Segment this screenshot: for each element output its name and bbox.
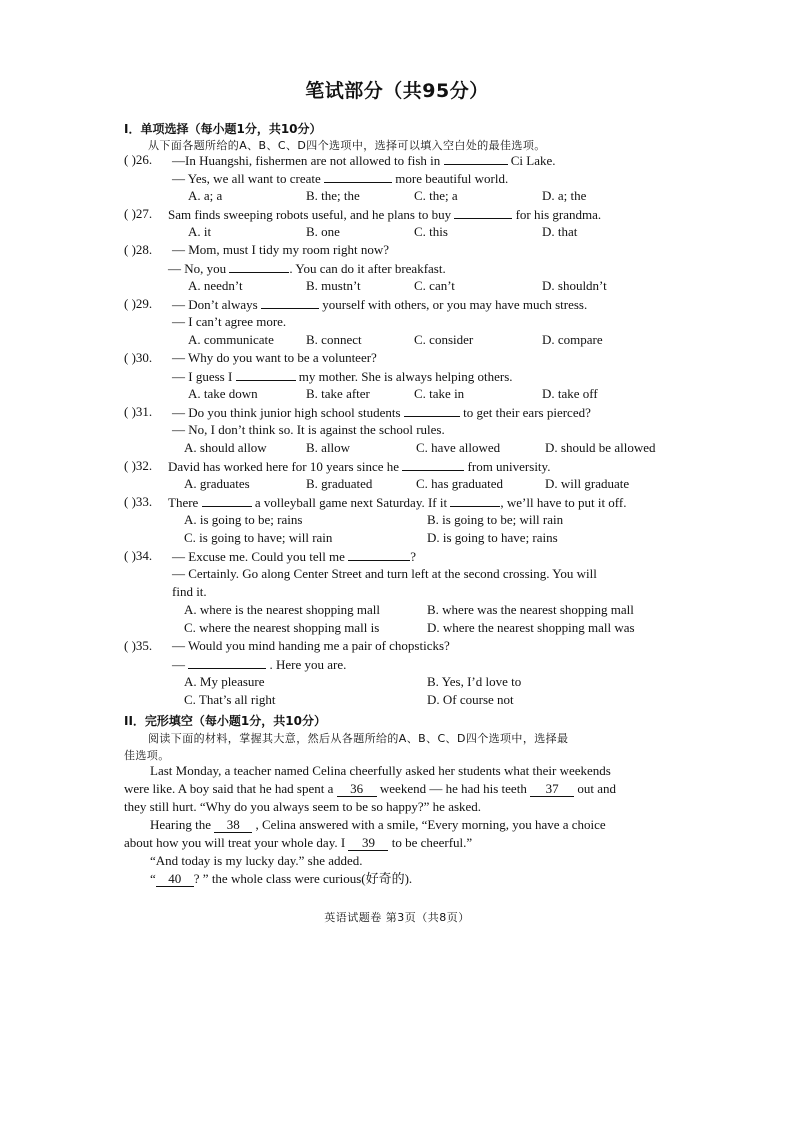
- question-26-option-a: A. a; a: [188, 188, 223, 203]
- question-33-option-c: C. is going to have; will rain: [184, 530, 333, 545]
- question-30-number: ( )30.: [124, 350, 153, 365]
- question-35-number: ( )35.: [124, 638, 153, 653]
- question-34-line1: — Excuse me. Could you tell me ?: [172, 549, 416, 564]
- question-35-option-d: D. Of course not: [427, 692, 514, 707]
- passage-p3: “And today is my lucky day.” she added.: [150, 853, 363, 868]
- section2-heading: II．完形填空（每小题1分，共10分）: [124, 714, 326, 728]
- question-31-option-b: B. allow: [306, 440, 351, 455]
- answer-blank: [444, 152, 508, 165]
- question-29-option-a: A. communicate: [188, 332, 274, 347]
- answer-blank: [450, 494, 500, 507]
- passage-p2-line1: Hearing the 38 , Celina answered with a smile, “Every morning, you have a choice: [150, 817, 606, 832]
- question-31-option-a: A. should allow: [184, 440, 267, 455]
- question-29-option-d: D. compare: [542, 332, 603, 347]
- question-32-option-c: C. has graduated: [416, 476, 504, 491]
- question-32-number: ( )32.: [124, 458, 153, 473]
- answer-blank: [188, 656, 266, 669]
- answer-blank: [348, 548, 410, 561]
- question-35-option-b: B. Yes, I’d love to: [427, 674, 522, 689]
- answer-blank: [404, 404, 460, 417]
- question-34-option-c: C. where the nearest shopping mall is: [184, 620, 380, 635]
- question-26-option-d: D. a; the: [542, 188, 587, 203]
- question-33-number: ( )33.: [124, 494, 153, 509]
- question-30-line2: — I guess I my mother. She is always helping others.: [172, 369, 513, 384]
- question-27-option-a: A. it: [188, 224, 212, 239]
- question-27-number: ( )27.: [124, 206, 153, 221]
- question-28-option-a: A. needn’t: [188, 278, 243, 293]
- answer-blank: [402, 458, 464, 471]
- question-28-number: ( )28.: [124, 242, 153, 257]
- question-34-option-b: B. where was the nearest shopping mall: [427, 602, 634, 617]
- question-35-line1: — Would you mind handing me a pair of chopsticks?: [172, 638, 450, 653]
- answer-blank: [202, 494, 252, 507]
- question-30-option-c: C. take in: [414, 386, 465, 401]
- question-30-option-b: B. take after: [306, 386, 370, 401]
- section2-instruction-line1: 阅读下面的材料，掌握其大意，然后从各题所给的A、B、C、D四个选项中，选择最: [148, 732, 569, 745]
- section2-instruction-line2: 佳选项。: [124, 749, 170, 762]
- question-28-option-c: C. can’t: [414, 278, 455, 293]
- cloze-blank-39: 39: [348, 836, 388, 851]
- question-31-number: ( )31.: [124, 404, 153, 419]
- question-27-option-c: C. this: [414, 224, 448, 239]
- question-27-line1: Sam finds sweeping robots useful, and he plans to buy for his grandma.: [168, 207, 602, 222]
- question-31-option-c: C. have allowed: [416, 440, 501, 455]
- question-32-option-a: A. graduates: [184, 476, 250, 491]
- question-32-option-b: B. graduated: [306, 476, 373, 491]
- question-33-option-b: B. is going to be; will rain: [427, 512, 564, 527]
- question-34-number: ( )34.: [124, 548, 153, 563]
- answer-blank: [261, 296, 319, 309]
- question-29-number: ( )29.: [124, 296, 153, 311]
- question-26-line1: —In Huangshi, fishermen are not allowed to fish in Ci Lake.: [172, 153, 556, 168]
- cloze-blank-38: 38: [214, 818, 252, 833]
- question-30-line1: — Why do you want to be a volunteer?: [172, 350, 377, 365]
- question-29-line2: — I can’t agree more.: [172, 314, 287, 329]
- cloze-blank-40: 40: [156, 872, 194, 887]
- cloze-blank-37: 37: [530, 782, 574, 797]
- passage-p1-line3: they still hurt. “Why do you always seem to be so happy?” he asked.: [124, 799, 482, 814]
- cloze-blank-36: 36: [337, 782, 377, 797]
- question-28-option-b: B. mustn’t: [306, 278, 361, 293]
- answer-blank: [454, 206, 512, 219]
- question-27-option-b: B. one: [306, 224, 340, 239]
- section1-heading: I．单项选择（每小题1分，共10分）: [124, 122, 322, 136]
- question-31-line2: — No, I don’t think so. It is against the school rules.: [172, 422, 445, 437]
- passage-p4: “ 40 ? ” the whole class were curious(好奇的).: [150, 871, 413, 886]
- answer-blank: [229, 260, 289, 273]
- page-title: 笔试部分（共95分）: [305, 80, 489, 102]
- question-29-option-c: C. consider: [414, 332, 474, 347]
- question-26-line2: — Yes, we all want to create more beautiful world.: [172, 171, 509, 186]
- question-27-option-d: D. that: [542, 224, 578, 239]
- question-34-option-a: A. where is the nearest shopping mall: [184, 602, 381, 617]
- question-35-option-c: C. That’s all right: [184, 692, 276, 707]
- question-33-line1: There a volleyball game next Saturday. If it , we’ll have to put it off.: [168, 495, 627, 510]
- question-30-option-d: D. take off: [542, 386, 598, 401]
- passage-p2-line2: about how you will treat your whole day. I 39 to be cheerful.”: [124, 835, 473, 850]
- question-31-line1: — Do you think junior high school students to get their ears pierced?: [172, 405, 591, 420]
- section1-instruction: 从下面各题所给的A、B、C、D四个选项中，选择可以填入空白处的最佳选项。: [148, 139, 546, 152]
- question-29-line1: — Don’t always yourself with others, or you may have much stress.: [172, 297, 588, 312]
- question-28-option-d: D. shouldn’t: [542, 278, 607, 293]
- page-footer: 英语试题卷 第3页（共8页）: [324, 911, 470, 924]
- question-32-line1: David has worked here for 10 years since he from university.: [168, 459, 551, 474]
- question-26-option-c: C. the; a: [414, 188, 458, 203]
- question-26-number: ( )26.: [124, 152, 153, 167]
- question-28-line1: — Mom, must I tidy my room right now?: [172, 242, 390, 257]
- answer-blank: [324, 170, 392, 183]
- passage-p1-line2: were like. A boy said that he had spent a 36 weekend — he had his teeth 37 out and: [124, 781, 616, 796]
- question-30-option-a: A. take down: [188, 386, 258, 401]
- question-33-option-d: D. is going to have; rains: [427, 530, 558, 545]
- question-34-option-d: D. where the nearest shopping mall was: [427, 620, 635, 635]
- question-34-line2: — Certainly. Go along Center Street and turn left at the second crossing. You will: [172, 566, 597, 581]
- question-34-line3: find it.: [172, 584, 207, 599]
- answer-blank: [236, 368, 296, 381]
- question-35-line2: — . Here you are.: [172, 657, 347, 672]
- question-33-option-a: A. is going to be; rains: [184, 512, 303, 527]
- question-35-option-a: A. My pleasure: [184, 674, 265, 689]
- question-32-option-d: D. will graduate: [545, 476, 630, 491]
- passage-p1-line1: Last Monday, a teacher named Celina cheerfully asked her students what their weekends: [150, 763, 611, 778]
- question-28-line2: — No, you . You can do it after breakfast.: [168, 261, 446, 276]
- question-26-option-b: B. the; the: [306, 188, 360, 203]
- question-31-option-d: D. should be allowed: [545, 440, 656, 455]
- question-29-option-b: B. connect: [306, 332, 362, 347]
